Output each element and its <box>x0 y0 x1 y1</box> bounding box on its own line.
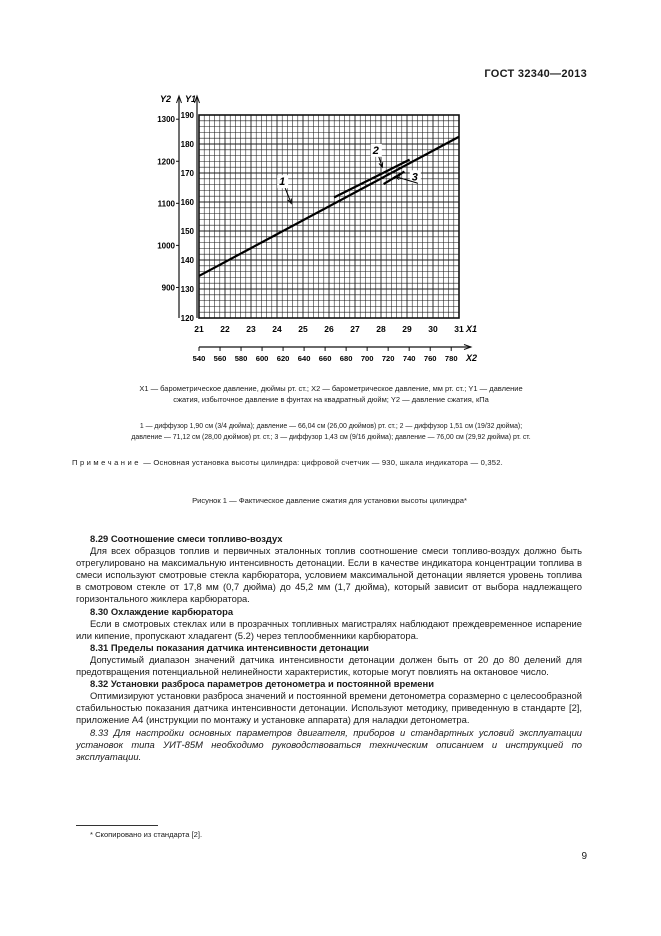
x2-tick-label: 560 <box>213 354 227 363</box>
x2-tick-label: 540 <box>192 354 206 363</box>
y2-tick-label: 1300 <box>157 115 175 125</box>
x1-tick-label: 26 <box>324 324 334 334</box>
section-8-30-text: Если в смотровых стеклах или в прозрачных топливных магистралях наблюдают преждевременное испарение или кипение, пропускают хладагент (5.2) через теплообменники карбюратора. <box>76 617 582 641</box>
section-8-29-title: 8.29 Соотношение смеси топливо-воздух <box>90 533 283 544</box>
x2-tick-label: 620 <box>276 354 290 363</box>
section-8-33-text: 8.33 Для настройки основных параметров двигателя, приборов и стандартных условий эксплуатации установок типа УИТ-85М необходимо руководствоваться техническим описанием и инструкцией по эксплуатации. <box>76 726 582 762</box>
note-label: Примечание <box>72 458 141 467</box>
x2-tick-label: 740 <box>402 354 416 363</box>
x1-tick-label: 28 <box>376 324 386 334</box>
x1-tick-label: 30 <box>428 324 438 334</box>
standard-header: ГОСТ 32340—2013 <box>484 68 587 80</box>
annotation-label-2: 2 <box>372 144 379 157</box>
y2-tick-label: 1100 <box>157 199 175 209</box>
x2-axis-label: X2 <box>466 353 478 363</box>
section-8-29-text: Для всех образцов топлив и первичных эталонных топлив соотношение смеси топливо-воздух должно быть отрегулировано на максимальную интенсивность детонации. Если в качестве индикатора концентрации топлива в смеси используют смотровые стекла карбюратора, условием максимальной детонации является уровень топлива в смотровом стекле от 17,8 мм (0,7 дюйма) до 45,2 мм (1,7 дюйма), который зависит от выбора надлежащего горизонтального жиклера карбюратора. <box>76 545 582 605</box>
x1-tick-label: 23 <box>246 324 256 334</box>
x2-tick-label: 720 <box>381 354 395 363</box>
note-text: — Основная установка высоты цилиндра: цифровой счетчик — 930, шкала индикатора — 0,352. <box>140 458 503 467</box>
footnote: * Скопировано из стандарта [2]. <box>90 830 203 839</box>
y2-tick-label: 900 <box>161 283 175 293</box>
x1-tick-label: 21 <box>194 324 204 334</box>
x2-tick-label: 680 <box>339 354 353 363</box>
legend-axes-line: X1 — барометрическое давление, дюймы рт. ст.; X2 — барометрическое давление, мм рт. ст.; Y1 — давление <box>139 384 523 393</box>
y1-tick-label: 120 <box>180 314 194 323</box>
y2-axis-label: Y2 <box>160 94 172 104</box>
legend-axes <box>72 383 590 405</box>
x2-tick-label: 640 <box>297 354 311 363</box>
y1-tick-label: 160 <box>180 198 194 207</box>
x1-tick-label: 27 <box>350 324 360 334</box>
section-8-32-title: 8.32 Установки разброса параметров детонометра и постоянной времени <box>90 678 434 690</box>
y1-axis-label: Y1 <box>185 94 197 104</box>
section-8-30-title: 8.30 Охлаждение карбюратора <box>90 605 234 617</box>
x2-tick-label: 580 <box>234 354 248 363</box>
figure-note <box>72 457 587 469</box>
section-8-32-text: Оптимизируют установки разброса значений и постоянной времени детонометра соразмерно с целесообразной стабильностью показания датчика интенсивности детонации. Используют методику, приведенную в стандарте [2], приложение А4 (инструкции по монтажу и установке аппарата) для наладки детонометра. <box>76 690 582 726</box>
x1-tick-label: 22 <box>220 324 230 334</box>
chart-grid <box>199 115 459 318</box>
chart-labels <box>157 94 477 363</box>
x2-tick-label: 760 <box>423 354 437 363</box>
legend-series-line: 1 — диффузор 1,90 см (3/4 дюйма); давление — 66,04 см (26,00 дюймов) рт. ст.; 2 — диффузор 1,51 см (19/32 дюйма); <box>139 423 523 430</box>
y1-tick-label: 130 <box>180 285 194 294</box>
annotation-label-3: 3 <box>411 171 418 184</box>
chart-frame <box>176 96 471 351</box>
document-body <box>76 533 582 763</box>
y2-tick-label: 1200 <box>157 157 175 167</box>
x2-tick-label: 600 <box>255 354 269 363</box>
figure-caption: Рисунок 1 — Фактическое давление сжатия для установки высоты цилиндра* <box>192 496 467 505</box>
section-8-31-title: 8.31 Пределы показания датчика интенсивности детонации <box>90 641 369 653</box>
y1-tick-label: 170 <box>180 169 194 178</box>
x2-tick-label: 780 <box>444 354 458 363</box>
x2-tick-label: 700 <box>360 354 374 363</box>
x1-tick-label: 25 <box>298 324 308 334</box>
footnote-rule <box>76 825 158 826</box>
y1-tick-label: 150 <box>180 227 194 236</box>
x2-tick-label: 660 <box>318 354 332 363</box>
annotation-label-1: 1 <box>279 176 286 189</box>
x1-tick-label: 31 <box>454 324 464 334</box>
legend-series-line: давление — 71,12 см (28,00 дюймов) рт. ст.; 3 — диффузор 1,43 см (9/16 дюйма); давление — 76,00 см (29,92 дюйма) рт. ст. <box>131 434 531 441</box>
y2-tick-label: 1000 <box>157 241 175 251</box>
x1-tick-label: 24 <box>272 324 282 334</box>
page-number: 9 <box>581 851 587 862</box>
legend-series <box>72 421 590 443</box>
section-8-31-text: Допустимый диапазон значений датчика интенсивности детонации должен быть от 20 до 80 делений для предотвращения потенциальной нелинейности характеристик, которые могут повлиять на октановое число. <box>76 653 582 678</box>
y1-tick-label: 190 <box>180 111 194 120</box>
y1-tick-label: 180 <box>180 140 194 149</box>
x1-axis-label: X1 <box>466 324 478 334</box>
x1-tick-label: 29 <box>402 324 412 334</box>
compression-pressure-chart <box>0 0 661 380</box>
legend-axes-line: сжатия, избыточное давление в фунтах на квадратный дюйм; Y2 — давление сжатия, кПа <box>173 395 489 404</box>
y1-tick-label: 140 <box>180 256 194 265</box>
